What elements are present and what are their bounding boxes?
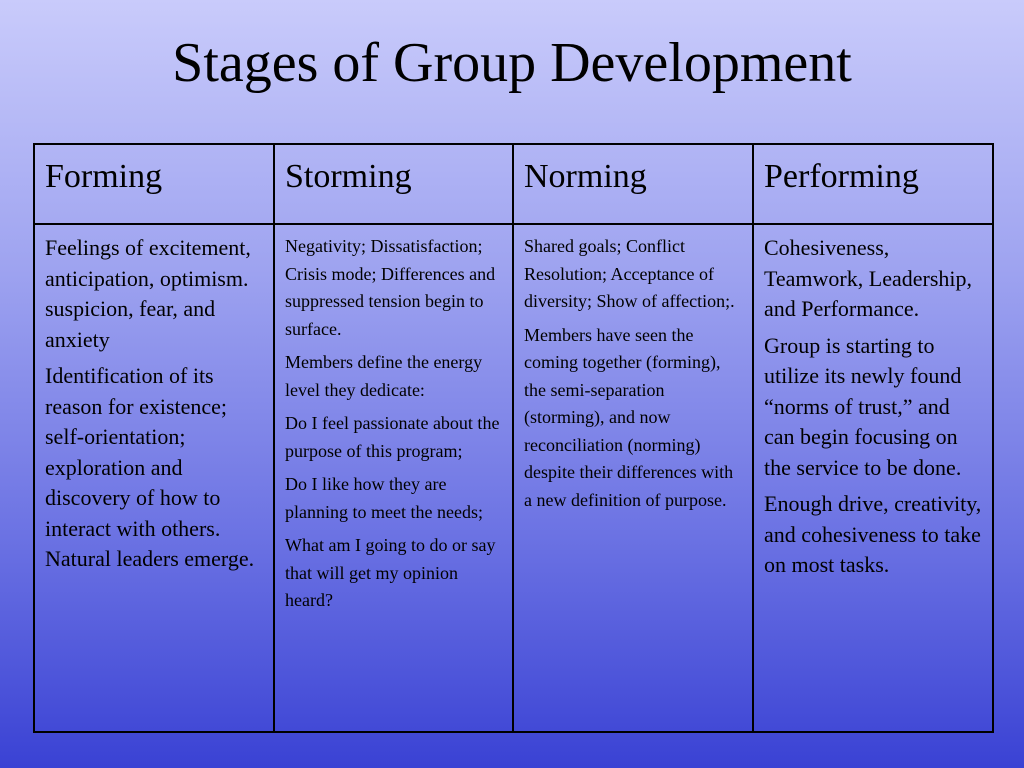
storming-paragraph: Do I like how they are planning to meet the needs; (285, 474, 483, 522)
performing-paragraph: Enough drive, creativity, and cohesiveness to take on most tasks. (764, 491, 982, 577)
performing-paragraph: Cohesiveness, Teamwork, Leadership, and Performance. (764, 235, 972, 321)
storming-paragraph: Members define the energy level they dedicate: (285, 352, 483, 400)
slide-title: Stages of Group Development (172, 32, 852, 94)
norming-paragraph: Shared goals; Conflict Resolution; Acceptance of diversity; Show of affection;. (524, 236, 735, 311)
storming-paragraph: Do I feel passionate about the purpose of this program; (285, 413, 500, 461)
forming-paragraph: Identification of its reason for existence; self-orientation; exploration and discovery of how to interact with others. Natural leaders emerge. (45, 363, 255, 571)
header-norming: Norming (513, 144, 753, 224)
table-row (34, 224, 993, 732)
table-header-row (34, 144, 993, 224)
forming-paragraph: Feelings of excitement, anticipation, optimism. suspicion, fear, and anxiety (45, 235, 251, 352)
storming-paragraph: What am I going to do or say that will get my opinion heard? (285, 535, 496, 610)
storming-cell (274, 224, 513, 732)
norming-paragraph: Members have seen the coming together (forming), the semi-separation (storming), and now reconciliation (norming) despite their differences with a new definition of purpose. (524, 324, 734, 510)
header-storming: Storming (274, 144, 513, 224)
stages-table (33, 143, 994, 733)
header-forming: Forming (34, 144, 274, 224)
header-performing: Performing (753, 144, 993, 224)
storming-paragraph: Negativity; Dissatisfaction; Crisis mode; Differences and suppressed tension begin to surface. (285, 236, 496, 339)
performing-cell (753, 224, 993, 732)
norming-cell (513, 224, 753, 732)
forming-cell (34, 224, 274, 732)
performing-paragraph: Group is starting to utilize its newly found “norms of trust,” and can begin focusing on the service to be done. (764, 332, 962, 480)
